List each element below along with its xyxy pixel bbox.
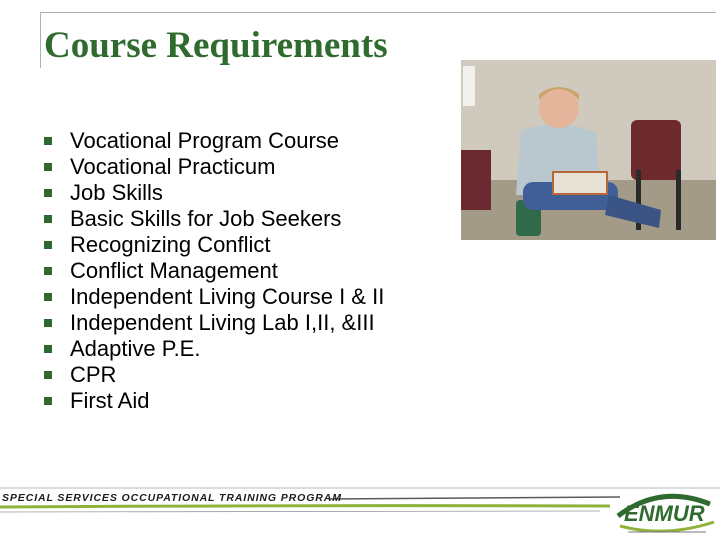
list-item: Vocational Program Course: [44, 128, 384, 154]
list-item: Recognizing Conflict: [44, 232, 384, 258]
list-item: Conflict Management: [44, 258, 384, 284]
list-item: First Aid: [44, 388, 384, 414]
list-item: Independent Living Course I & II: [44, 284, 384, 310]
program-name-banner: SPECIAL SERVICES OCCUPATIONAL TRAINING PROGRAM: [2, 492, 342, 504]
list-item: Vocational Practicum: [44, 154, 384, 180]
student-photo: [461, 60, 716, 240]
list-item: Job Skills: [44, 180, 384, 206]
title-frame-top-rule: [40, 12, 716, 13]
enmur-logo: [610, 486, 720, 540]
list-item: CPR: [44, 362, 384, 388]
list-item: Independent Living Lab I,II, &III: [44, 310, 384, 336]
title-frame-left-rule: [40, 12, 41, 68]
list-item: Adaptive P.E.: [44, 336, 384, 362]
list-item: Basic Skills for Job Seekers: [44, 206, 384, 232]
requirements-list: [44, 128, 384, 414]
slide-title: Course Requirements: [44, 25, 388, 66]
svg-text:ENMUR: ENMUR: [624, 501, 705, 526]
